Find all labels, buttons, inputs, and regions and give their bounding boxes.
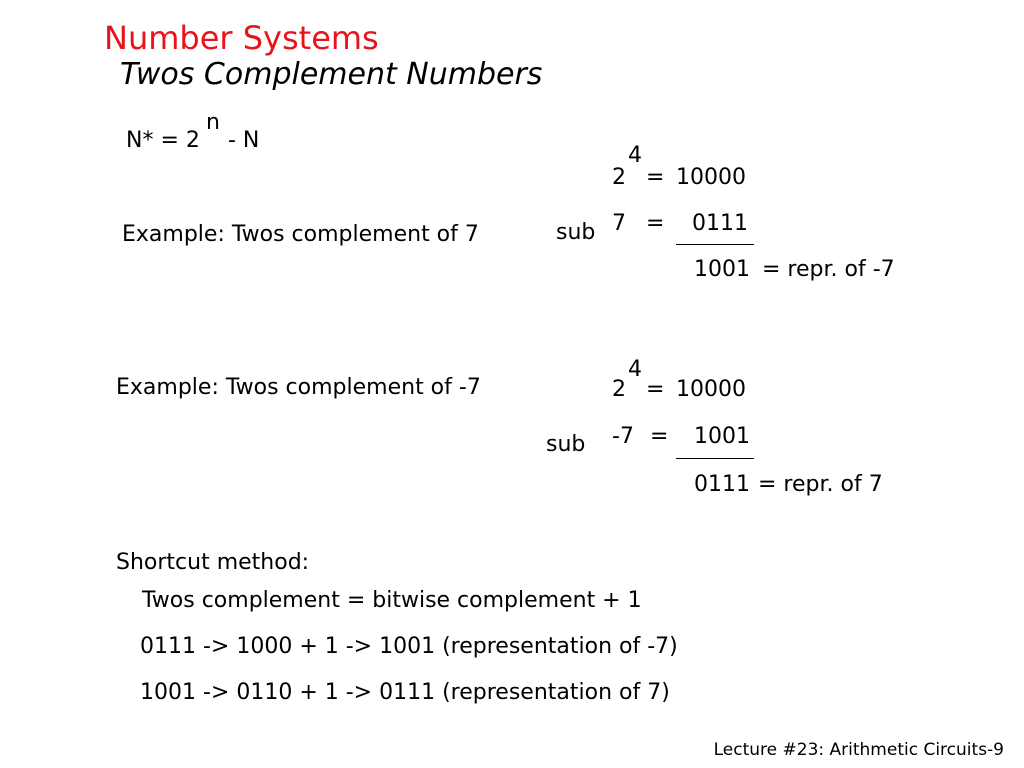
example-1-result-note: = repr. of -7 xyxy=(762,257,895,282)
example-2-equals-1: = xyxy=(646,377,665,402)
example-1-equals-2: = xyxy=(646,211,665,236)
example-2-result-note: = repr. of 7 xyxy=(758,472,883,497)
example-1-base: 2 xyxy=(612,165,626,190)
example-1-exponent: 4 xyxy=(628,143,642,168)
example-2-rule xyxy=(676,458,754,459)
shortcut-heading: Shortcut method: xyxy=(116,550,310,575)
shortcut-line-1: Twos complement = bitwise complement + 1 xyxy=(142,588,642,613)
example-2-equals-2: = xyxy=(650,424,669,449)
formula-lhs: N* = 2 xyxy=(126,128,200,153)
formula-exponent: n xyxy=(206,110,220,135)
example-2-result: 0111 xyxy=(694,472,750,497)
example-2-operand: -7 xyxy=(612,424,634,449)
example-2-sub-label: sub xyxy=(546,432,586,457)
example-2-exponent: 4 xyxy=(628,357,642,382)
shortcut-line-2: 0111 -> 1000 + 1 -> 1001 (representation of -7) xyxy=(140,634,678,659)
example-2-base: 2 xyxy=(612,377,626,402)
slide-subtitle: Twos Complement Numbers xyxy=(120,57,543,92)
example-1-equals-1: = xyxy=(646,165,665,190)
footer-lecture-label: Lecture #23: Arithmetic Circuits-9 xyxy=(713,740,1004,760)
example-1-subtrahend: 0111 xyxy=(692,211,748,236)
example-1-result: 1001 xyxy=(694,257,750,282)
formula-rhs: - N xyxy=(228,128,260,153)
slide-title: Number Systems xyxy=(104,19,379,57)
example-2-subtrahend: 1001 xyxy=(694,424,750,449)
example-2-label: Example: Twos complement of -7 xyxy=(116,375,481,400)
example-1-rule xyxy=(676,244,754,245)
shortcut-line-3: 1001 -> 0110 + 1 -> 0111 (representation of 7) xyxy=(140,680,670,705)
example-1-label: Example: Twos complement of 7 xyxy=(122,222,479,247)
example-1-minuend: 10000 xyxy=(676,165,746,190)
example-2-minuend: 10000 xyxy=(676,377,746,402)
example-1-sub-label: sub xyxy=(556,220,596,245)
example-1-operand: 7 xyxy=(612,211,626,236)
